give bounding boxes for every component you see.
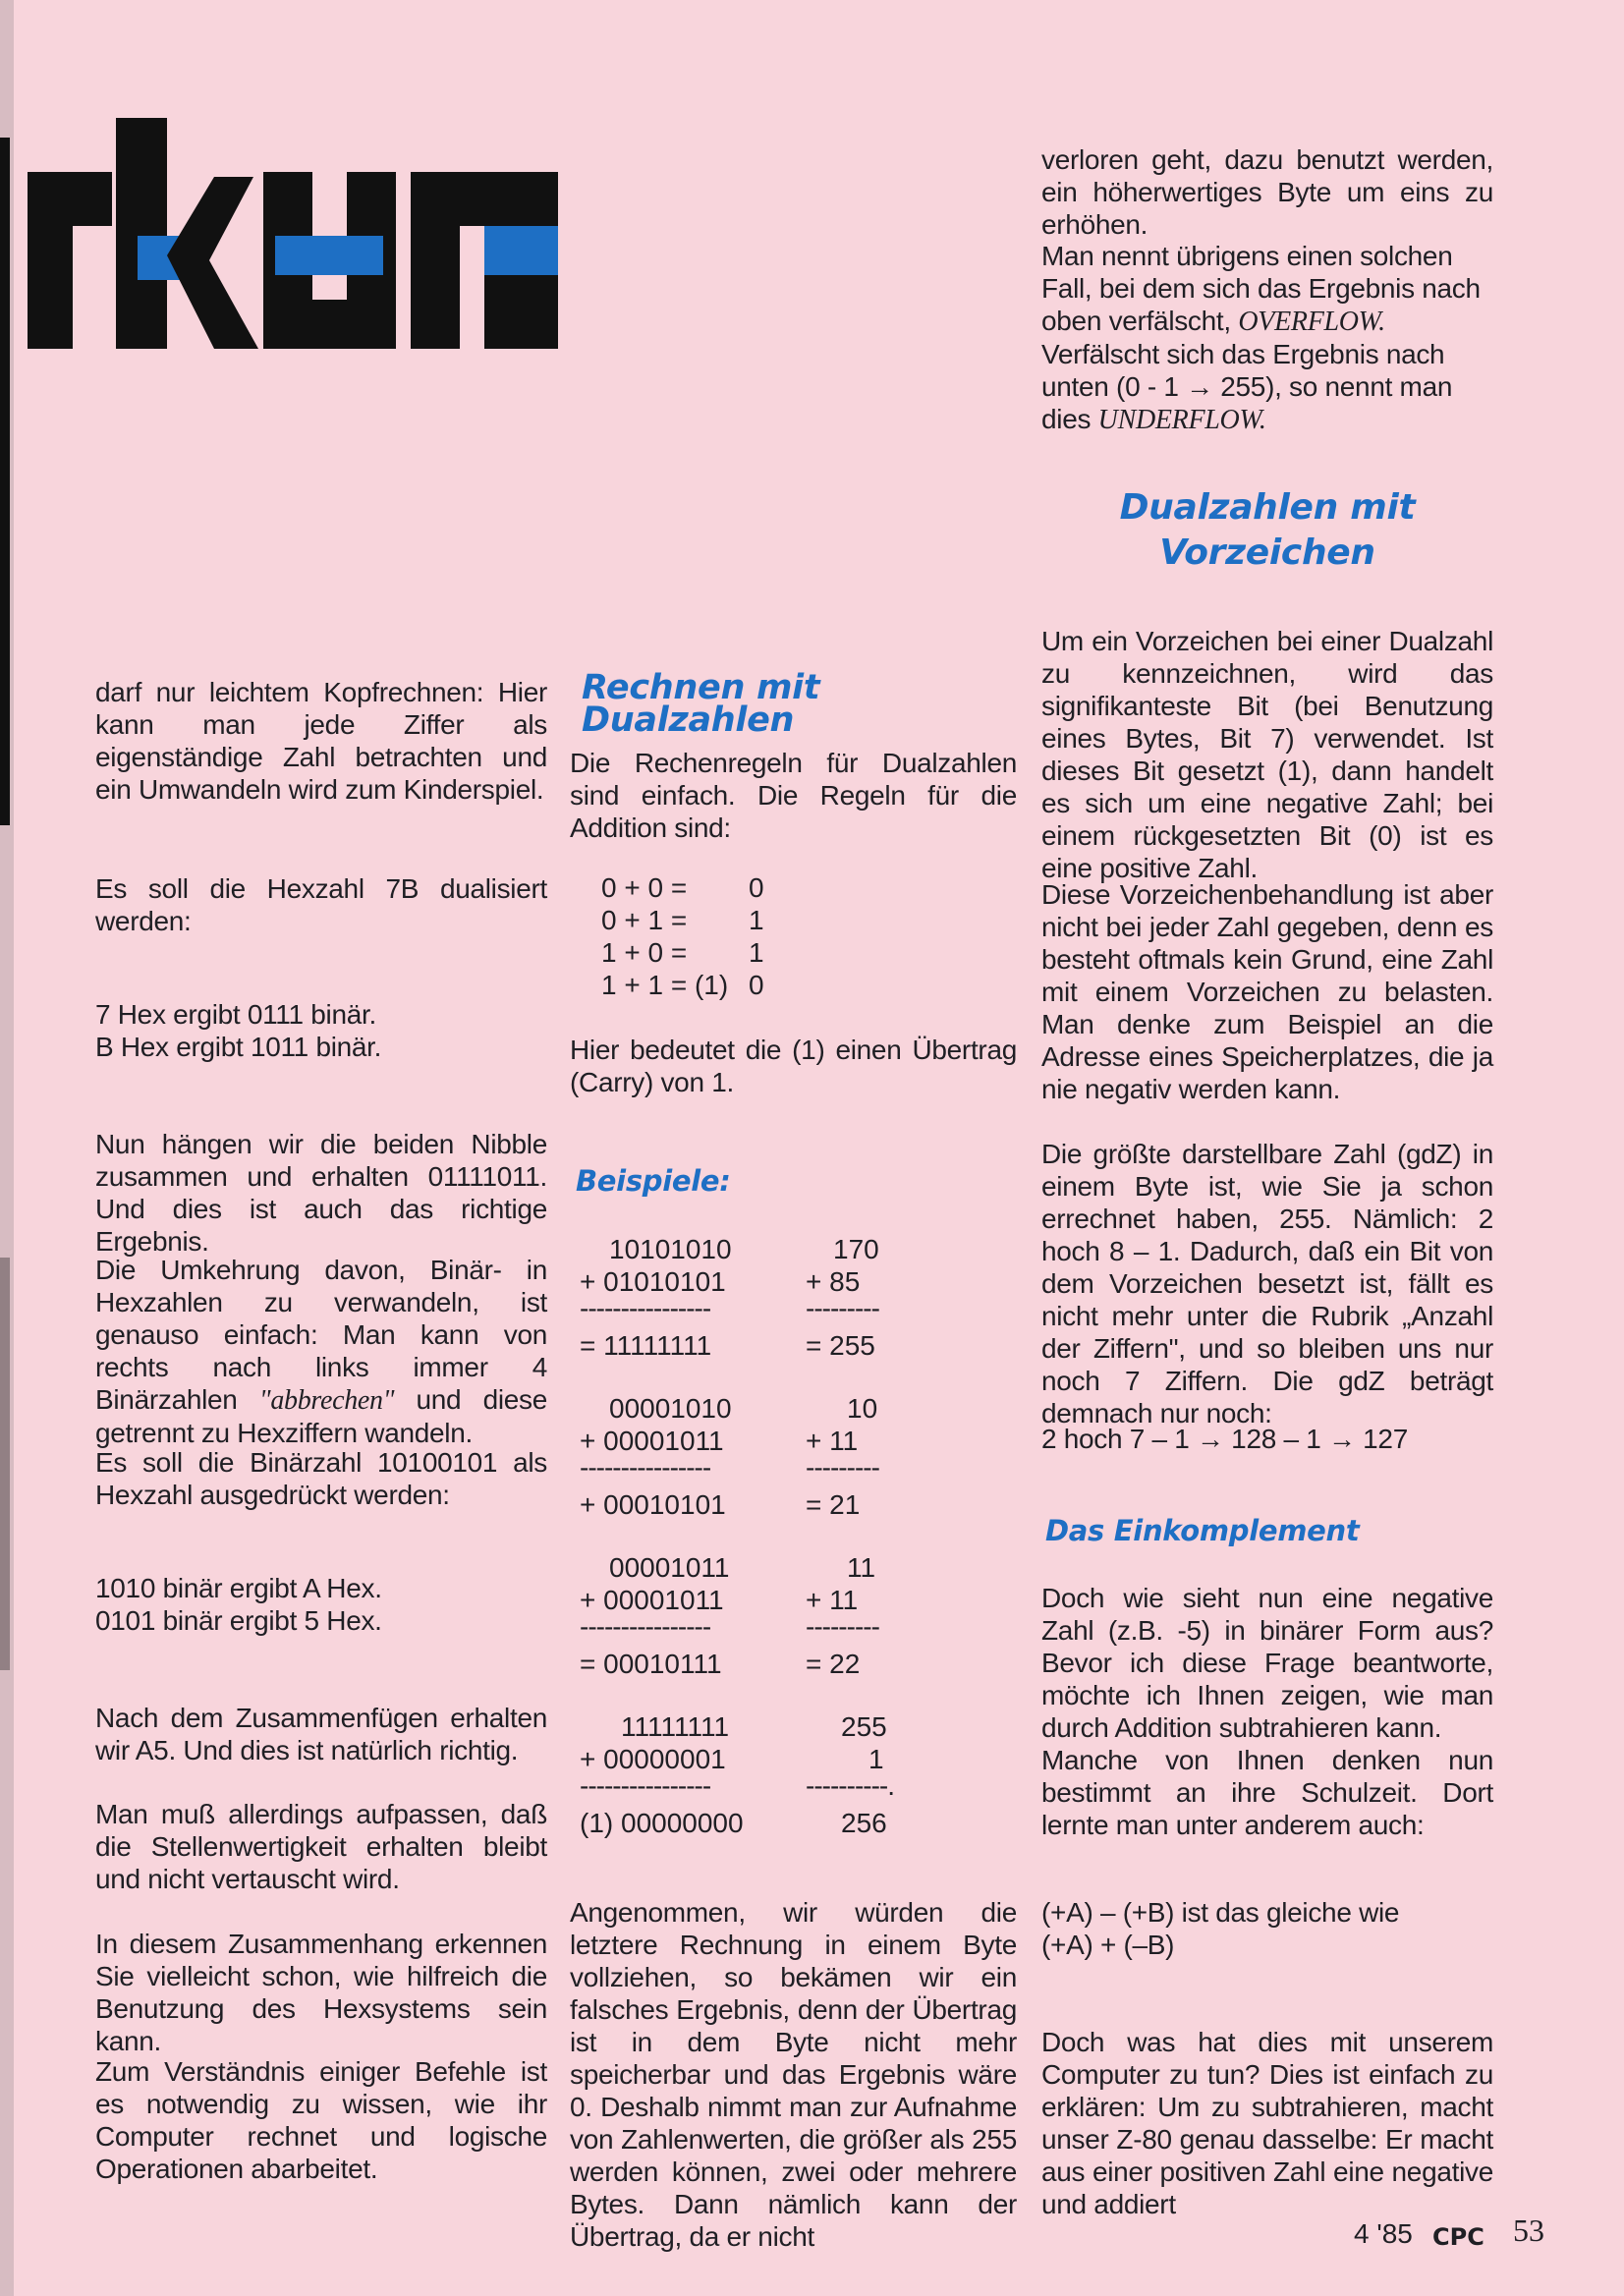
left-p1: darf nur leichtem Kopfrechnen: Hier kann man jede Ziffer als eigenständige Zahl betrachten und ein Umwandeln wird zum Kinderspiel. (95, 677, 547, 805)
right-p10-box (1041, 1896, 1493, 1961)
left-p11-box (95, 2055, 547, 2185)
left-p5-box (95, 1254, 547, 1449)
examples-heading: Beispiele: (576, 1164, 731, 1198)
rule-expr-3: 1 + 1 = (1) (601, 970, 729, 1000)
ex4-b: + 00000001 (580, 1744, 726, 1774)
middle-intro-box (570, 747, 1017, 844)
right-p8-box (1041, 1582, 1493, 1841)
ex3-r: = 00010111 (580, 1649, 722, 1679)
right-p2-box (1041, 240, 1493, 436)
left-p3b: B Hex ergibt 1011 binär. (95, 1032, 382, 1062)
gutter-bar-top (0, 138, 10, 825)
right-p4: Um ein Vorzeichen bei einer Dualzahl zu kennzeichnen, wird das signifikanteste Bit (bei Benutzung eines Bytes, Bit 7) verwendet. Ist dieses Bit gesetzt (1), dann handelt es sich um eine negative Zahl; bei einem rückgesetzten Bit (0) ist es eine positive Zahl. (1041, 626, 1493, 883)
ex2-db: + 11 (806, 1426, 859, 1456)
ex3-dsep: --------- (806, 1611, 879, 1642)
right-p5: Diese Vorzeichenbehandlung ist aber nicht bei jeder Zahl gegeben, denn es besteht oftmals kein Grund, eine Zahl mit einem Vorzeichen zu belasten. Man denke zum Beispiel an die Adresse eines Speicherplatzes, die ja nie negativ werden kann. (1041, 879, 1493, 1104)
ex3-db: + 11 (806, 1585, 859, 1615)
ex2-dr: = 21 (806, 1489, 861, 1520)
ex1-da: 170 (833, 1234, 879, 1264)
ex4-sep: ---------------- (580, 1770, 711, 1801)
ex3-sep: ---------------- (580, 1611, 711, 1642)
middle-heading: Rechnen mit Dualzahlen (582, 668, 820, 740)
left-p5 (95, 1254, 547, 1449)
left-p7a: 1010 binär ergibt A Hex. (95, 1573, 382, 1603)
ex1-db: + 85 (806, 1266, 861, 1297)
right-p2-pre: Man nennt übrigens einen solchen Fall, bei dem sich das Ergebnis nach oben verfälscht, (1041, 241, 1481, 336)
right-heading1 (1041, 485, 1493, 576)
right-p7-box (1041, 1423, 1493, 1455)
middle-closing-box (570, 1896, 1017, 2253)
left-p9: Man muß allerdings aufpassen, daß die Stellenwertigkeit erhalten bleibt und nicht vertauscht wird. (95, 1799, 547, 1894)
ex2-a: 00001010 (609, 1393, 732, 1424)
ex4-db: 1 (868, 1744, 884, 1774)
ex2-b: + 00001011 (580, 1426, 724, 1456)
right-p6: Die größte darstellbare Zahl (gdZ) in einem Byte ist, wie Sie ja schon errechnet haben, 255. Nämlich: 2 hoch 8 – 1. Dadurch, daß ein Bit von dem Vorzeichen besetzt ist, fällt es nicht mehr unter die Rubrik „Anzahl der Ziffern", und so bleiben uns nur noch 7 Ziffern. Die gdZ beträgt demnach nur noch: (1041, 1139, 1493, 1428)
ex2-sep: ---------------- (580, 1452, 711, 1483)
right-p5-box (1041, 878, 1493, 1105)
right-p2-em: OVERFLOW. (1238, 307, 1385, 337)
left-p2-box (95, 872, 547, 937)
rule-expr-2: 1 + 0 = (601, 937, 688, 968)
left-p6-box (95, 1446, 547, 1511)
rule-res-0: 0 (749, 872, 764, 903)
right-p3 (1041, 338, 1493, 436)
ex4-a: 11111111 (621, 1711, 730, 1742)
rule-res-2: 1 (749, 937, 764, 968)
right-p11-box (1041, 2026, 1493, 2220)
ex1-r: = 11111111 (580, 1330, 712, 1361)
footer-magazine: CPC (1432, 2223, 1484, 2251)
rule-res-3: 0 (749, 970, 764, 1000)
right-p1-box (1041, 143, 1493, 241)
ex4-da: 255 (841, 1711, 887, 1742)
right-p10a: (+A) – (+B) ist das gleiche wie (1041, 1897, 1400, 1928)
left-p7-box (95, 1572, 547, 1637)
right-p9: Manche von Ihnen denken nun bestimmt an ihre Schulzeit. Dort lernte man unter anderem auch: (1041, 1745, 1493, 1840)
footer-issue: 4 '85 (1354, 2218, 1413, 2249)
ex4-r: (1) 00000000 (580, 1808, 744, 1838)
rule-expr-0: 0 + 0 = (601, 872, 688, 903)
left-p10: In diesem Zusammenhang erkennen Sie vielleicht schon, wie hilfreich die Benutzung des Hexsystems sein kann. (95, 1929, 547, 2056)
ex3-dr: = 22 (806, 1649, 861, 1679)
ex4-dr: 256 (841, 1808, 887, 1838)
right-p1: verloren geht, dazu benutzt werden, ein höherwertiges Byte um eins zu erhöhen. (1041, 144, 1493, 240)
left-p6: Es soll die Binärzahl 10100101 als Hexzahl ausgedrückt werden: (95, 1447, 547, 1510)
ex2-da: 10 (847, 1393, 878, 1424)
left-column (95, 676, 547, 806)
ex3-da: 11 (847, 1552, 876, 1583)
right-p2 (1041, 240, 1493, 338)
left-p9-box (95, 1798, 547, 1895)
left-p4-box (95, 1128, 547, 1258)
right-p3-pre: Verfälscht sich das Ergebnis nach unten (0 - 1 → 255), so nennt man dies (1041, 339, 1453, 434)
left-p11: Zum Verständnis einiger Befehle ist es notwendig zu wissen, wie ihr Computer rechnet und logische Operationen abarbeitet. (95, 2056, 547, 2184)
left-p5-post: und diese getrennt zu Hexziffern wandeln. (95, 1384, 548, 1448)
right-p10b: (+A) + (–B) (1041, 1930, 1175, 1960)
carry-note: Hier bedeutet die (1) einen Übertrag (Carry) von 1. (570, 1035, 1017, 1097)
gutter-bar-bottom (0, 1258, 10, 1670)
right-p4-box (1041, 625, 1493, 884)
left-p5-pre: Die Umkehrung davon, Binär- in Hexzahlen zu verwandeln, ist genauso einfach: Man kann von rechts nach links immer 4 Binärzahlen (95, 1255, 547, 1415)
left-p2: Es soll die Hexzahl 7B dualisiert werden: (95, 873, 547, 936)
middle-intro: Die Rechenregeln für Dualzahlen sind einfach. Die Regeln für die Addition sind: (570, 748, 1017, 843)
ex1-sep: ---------------- (580, 1293, 711, 1323)
left-p8: Nach dem Zusammenfügen erhalten wir A5. Und dies ist natürlich richtig. (95, 1703, 547, 1765)
ex4-dsep: ----------. (806, 1770, 895, 1801)
ex3-a: 00001011 (609, 1552, 730, 1583)
right-p3-em: UNDERFLOW. (1097, 405, 1266, 435)
rule-expr-1: 0 + 1 = (601, 905, 688, 935)
ex1-b: + 01010101 (580, 1266, 726, 1297)
left-p8-box (95, 1702, 547, 1766)
ex2-r: + 00010101 (580, 1489, 726, 1520)
footer-page-number: 53 (1513, 2212, 1544, 2248)
left-p4: Nun hängen wir die beiden Nibble zusammen und erhalten 01111011. Und dies ist auch das richtige Ergebnis. (95, 1129, 547, 1257)
right-heading2: Das Einkomplement (1045, 1514, 1360, 1547)
ex2-dsep: --------- (806, 1452, 879, 1483)
right-p8: Doch wie sieht nun eine negative Zahl (z.B. -5) in binärer Form aus? Bevor ich diese Frage beantworte, möchte ich Ihnen zeigen, wie man durch Addition subtrahieren kann. (1041, 1583, 1493, 1743)
right-p7: 2 hoch 7 – 1 → 128 – 1 → 127 (1041, 1424, 1408, 1454)
title-graphic (18, 88, 568, 364)
left-p10-box (95, 1928, 547, 2057)
left-p3a: 7 Hex ergibt 0111 binär. (95, 999, 376, 1030)
right-heading1-line2: Vorzeichen (1159, 532, 1375, 573)
middle-closing: Angenommen, wir würden die letztere Rechnung in einem Byte vollziehen, so bekämen wir ein falsches Ergebnis, denn der Übertrag ist in dem Byte nicht mehr speicherbar und das Ergebnis wäre 0. Deshalb nimmt man zur Aufnahme von Zahlenwerten, die größer als 255 werden können, zwei oder mehrere Bytes. Dann nämlich kann der Übertrag, da er nicht (570, 1897, 1017, 2252)
ex1-a: 10101010 (609, 1234, 732, 1264)
right-p11: Doch was hat dies mit unserem Computer zu tun? Dies ist einfach zu erklären: Um zu subtrahieren, macht unser Z-80 genau dasselbe: Er macht aus einer positiven Zahl eine negative und addiert (1041, 2027, 1493, 2219)
rule-res-1: 1 (749, 905, 764, 935)
right-heading1-line1: Dualzahlen mit (1119, 487, 1416, 528)
ex3-b: + 00001011 (580, 1585, 724, 1615)
left-p7b: 0101 binär ergibt 5 Hex. (95, 1605, 382, 1636)
ex1-dr: = 255 (806, 1330, 875, 1361)
carry-note-box (570, 1034, 1017, 1098)
left-p5-em: "abbrechen" (258, 1385, 395, 1416)
ex1-dsep: --------- (806, 1293, 879, 1323)
right-p6-box (1041, 1138, 1493, 1429)
title-text: rkurs (28, 206, 30, 207)
left-p3-box (95, 998, 547, 1063)
